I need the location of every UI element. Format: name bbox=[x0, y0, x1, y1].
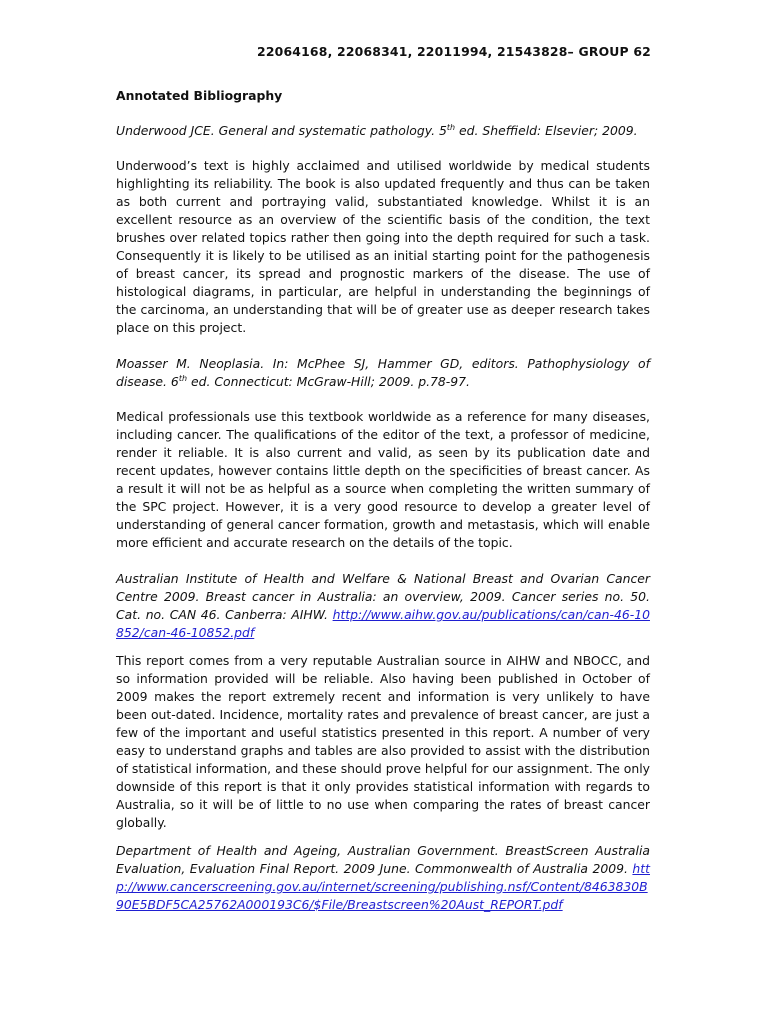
reference-1: Underwood JCE. General and systematic pathology. 5th ed. Sheffield: Elsevier; 2009. bbox=[116, 122, 638, 138]
group-header: 22064168, 22068341, 22011994, 21543828– GROUP 62 bbox=[257, 44, 651, 59]
reference-3: Australian Institute of Health and Welfare & National Breast and Ovarian Cancer Centre 2009. Breast cancer in Australia: an overview, 2009. Cancer series no. 50. Cat. no. CAN 46. Canberra: AIHW. http://www.aihw.gov.au/publications/can/can-46-10852/can-46-10852.pdf bbox=[116, 571, 650, 640]
page-title: Annotated Bibliography bbox=[116, 88, 283, 103]
reference-3-link[interactable]: http://www.aihw.gov.au/publications/can/can-46-10852/can-46-10852.pdf bbox=[116, 607, 650, 640]
reference-4-link[interactable]: http://www.cancerscreening.gov.au/internet/screening/publishing.nsf/Content/8463830B90E5BDF5CA25762A000193C6/$File/Breastscreen%20Aust_REPORT.pdf bbox=[116, 861, 650, 912]
annotation-2: Medical professionals use this textbook worldwide as a reference for many diseases, including cancer. The qualifications of the editor of the text, a professor of medicine, render it reliable. It is also current and valid, as seen by its publication date and recent updates, however contains little depth on the specificities of breast cancer. As a result it will not be as helpful as a source when completing the written summary of the SPC project. However, it is a very good resource to develop a greater level of understanding of general cancer formation, growth and metastasis, which will enable more efficient and accurate research on the details of the topic. bbox=[116, 409, 650, 550]
annotation-3: This report comes from a very reputable Australian source in AIHW and NBOCC, and so information provided will be reliable. Also having been published in October of 2009 makes the report extremely recent and information is very unlikely to have been out-dated. Incidence, mortality rates and prevalence of breast cancer, are just a few of the important and useful statistics presented in this report. A number of very easy to understand graphs and tables are also provided to assist with the distribution of statistical information, and these should prove helpful for our assignment. The only downside of this report is that it only provides statistical information with regards to Australia, so it will be of little to no use when comparing the rates of breast cancer globally. bbox=[116, 653, 650, 830]
annotation-1: Underwood’s text is highly acclaimed and utilised worldwide by medical students highlighting its reliability. The book is also updated frequently and thus can be taken as both current and portraying valid, substantiated knowledge. Whilst it is an excellent resource as an overview of the scientific basis of the condition, the text brushes over related topics rather then going into the depth required for such a task. Consequently it is likely to be utilised as an initial starting point for the pathogenesis of breast cancer, its spread and prognostic markers of the disease. The use of histological diagrams, in particular, are helpful in understanding the beginnings of the carcinoma, an understanding that will be of greater use as deeper research takes place on this project. bbox=[116, 158, 650, 335]
reference-2: Moasser M. Neoplasia. In: McPhee SJ, Hammer GD, editors. Pathophysiology of disease. 6th ed. Connecticut: McGraw-Hill; 2009. p.78-97. bbox=[116, 356, 650, 389]
document-body bbox=[116, 87, 650, 931]
reference-4: Department of Health and Ageing, Australian Government. BreastScreen Australia Evaluation, Evaluation Final Report. 2009 June. Commonwealth of Australia 2009. http://www.cancerscreening.gov.au/internet/screening/publishing.nsf/Content/8463830B90E5BDF5CA25762A000193C6/$File/Breastscreen%20Aust_REPORT.pdf bbox=[116, 843, 650, 912]
